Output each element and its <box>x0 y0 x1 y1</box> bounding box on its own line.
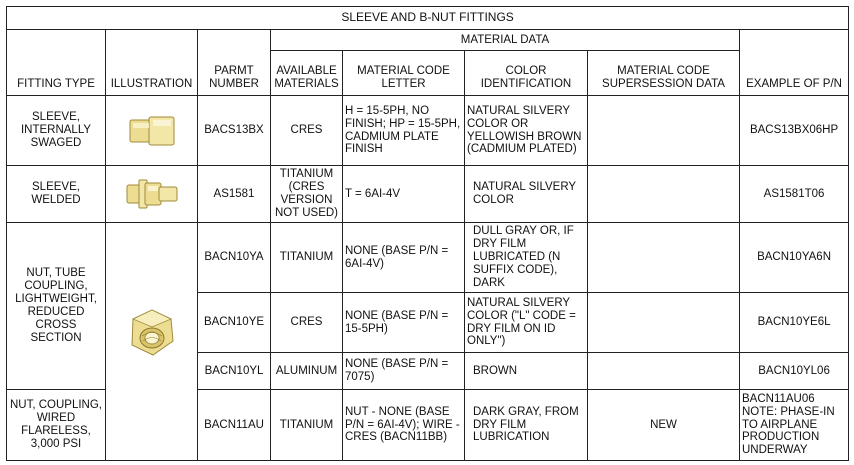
code-letter-cell: NONE (BASE P/N = 7075) <box>343 353 465 390</box>
illustration-cell <box>106 223 198 461</box>
header-part-number: PARMT NUMBER <box>198 30 271 96</box>
part-number-cell: BACS13BX <box>198 96 271 166</box>
code-letter-cell: NUT - NONE (BASE P/N = 6AI-4V); WIRE - CRES (BACN11BB) <box>343 390 465 461</box>
part-number-cell: BACN11AU <box>198 390 271 461</box>
fitting-type-cell: NUT, COUPLING, WIRED FLARELESS, 3,000 PSI <box>7 390 106 461</box>
color-cell: DULL GRAY OR, IF DRY FILM LUBRICATED (N SUFFIX CODE), DARK <box>465 223 588 293</box>
header-color-identification: COLOR IDENTIFICATION <box>465 51 588 96</box>
fittings-table <box>6 6 849 461</box>
part-number-cell: BACN10YL <box>198 353 271 390</box>
supersession-cell <box>588 96 740 166</box>
table-row <box>7 166 849 223</box>
color-cell: DARK GRAY, FROM DRY FILM LUBRICATION <box>465 390 588 461</box>
sleeve-welded-icon <box>124 176 180 212</box>
material-cell: TITANIUM <box>271 390 343 461</box>
part-number-cell: BACN10YE <box>198 293 271 353</box>
code-letter-cell: NONE (BASE P/N = 15-5PH) <box>343 293 465 353</box>
b-nut-icon <box>123 307 181 361</box>
header-illustration: ILLUSTRATION <box>106 30 198 96</box>
supersession-cell <box>588 293 740 353</box>
table-row <box>7 223 849 293</box>
supersession-cell <box>588 166 740 223</box>
supersession-cell <box>588 353 740 390</box>
color-cell: BROWN <box>465 353 588 390</box>
fitting-type-cell: SLEEVE, WELDED <box>7 166 106 223</box>
material-cell: TITANIUM <box>271 223 343 293</box>
table-row <box>7 96 849 166</box>
material-cell: ALUMINUM <box>271 353 343 390</box>
material-cell: CRES <box>271 96 343 166</box>
part-number-cell: BACN10YA <box>198 223 271 293</box>
example-cell: BACN10YL06 <box>740 353 849 390</box>
example-cell: BACS13BX06HP <box>740 96 849 166</box>
supersession-cell: NEW <box>588 390 740 461</box>
sleeve-swaged-icon <box>127 114 177 148</box>
code-letter-cell: NONE (BASE P/N = 6AI-4V) <box>343 223 465 293</box>
illustration-cell <box>106 166 198 223</box>
code-letter-cell: T = 6AI-4V <box>343 166 465 223</box>
material-cell: CRES <box>271 293 343 353</box>
material-cell: TITANIUM (CRES VERSION NOT USED) <box>271 166 343 223</box>
header-material-data: MATERIAL DATA <box>271 30 740 51</box>
color-cell: NATURAL SILVERY COLOR OR YELLOWISH BROWN (CADMIUM PLATED) <box>465 96 588 166</box>
example-cell: BACN10YA6N <box>740 223 849 293</box>
code-letter-cell: H = 15-5PH, NO FINISH; HP = 15-5PH, CADMIUM PLATE FINISH <box>343 96 465 166</box>
header-material-code-letter: MATERIAL CODE LETTER <box>343 51 465 96</box>
part-number-cell: AS1581 <box>198 166 271 223</box>
header-available-materials: AVAILABLE MATERIALS <box>271 51 343 96</box>
color-cell: NATURAL SILVERY COLOR ("L" CODE = DRY FILM ON ID ONLY") <box>465 293 588 353</box>
table-title: SLEEVE AND B-NUT FITTINGS <box>7 7 849 30</box>
example-cell: BACN11AU06 NOTE: PHASE-IN TO AIRPLANE PRODUCTION UNDERWAY <box>740 390 849 461</box>
fitting-type-cell: SLEEVE, INTERNALLY SWAGED <box>7 96 106 166</box>
example-cell: BACN10YE6L <box>740 293 849 353</box>
fitting-type-cell: NUT, TUBE COUPLING, LIGHTWEIGHT, REDUCED CROSS SECTION <box>7 223 106 390</box>
header-material-code-supersession: MATERIAL CODE SUPERSESSION DATA <box>588 51 740 96</box>
supersession-cell <box>588 223 740 293</box>
header-fitting-type: FITTING TYPE <box>7 30 106 96</box>
header-example-pn: EXAMPLE OF P/N <box>740 30 849 96</box>
example-cell: AS1581T06 <box>740 166 849 223</box>
illustration-cell <box>106 96 198 166</box>
color-cell: NATURAL SILVERY COLOR <box>465 166 588 223</box>
